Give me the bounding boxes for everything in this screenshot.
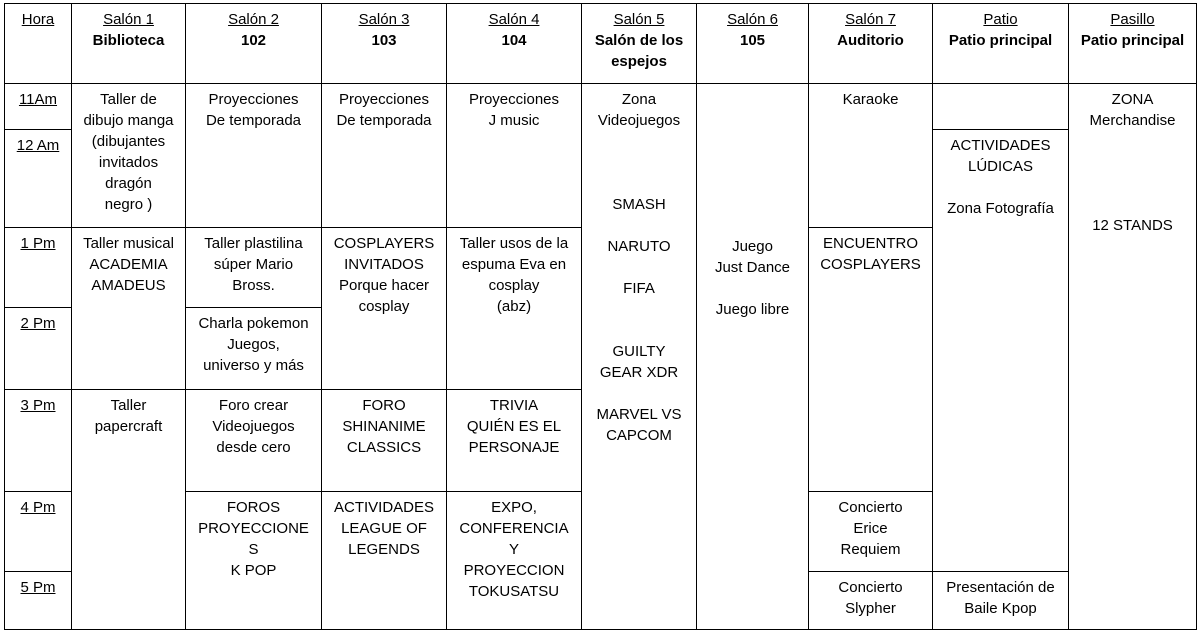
event-karaoke: Karaoke [809,84,933,228]
event-just-dance: Juego Just Dance Juego libre [697,84,809,630]
time-3pm: 3 Pm [5,390,72,492]
event-zona-videojuegos: Zona Videojuegos SMASH NARUTO FIFA GUILTY GEAR XDR MARVEL VS CAPCOM [582,84,697,630]
header-pasillo: Pasillo Patio principal [1069,4,1197,84]
header-salon-4: Salón 4 104 [447,4,582,84]
event-concierto-slypher: Concierto Slypher [809,572,933,630]
event-foro-shinanime: FORO SHINANIME CLASSICS [322,390,447,492]
header-salon-1: Salón 1 Biblioteca [72,4,186,84]
empty-patio-11am [933,84,1069,130]
header-salon-3: Salón 3 103 [322,4,447,84]
event-pasillo-merch: ZONA Merchandise 12 STANDS [1069,84,1197,630]
header-patio: Patio Patio principal [933,4,1069,84]
event-foros-kpop: FOROS PROYECCIONE S K POP [186,492,322,630]
header-row [5,4,1197,84]
event-taller-musical: Taller musical ACADEMIA AMADEUS [72,228,186,390]
row-11am [5,84,1197,130]
event-actividades-ludicas: ACTIVIDADES LÚDICAS Zona Fotografía [933,130,1069,572]
time-12am: 12 Am [5,130,72,228]
time-4pm: 4 Pm [5,492,72,572]
header-salon-7: Salón 7 Auditorio [809,4,933,84]
time-11am: 11Am [5,84,72,130]
event-encuentro-cosplayers: ENCUENTRO COSPLAYERS [809,228,933,492]
event-proyecciones-salon3: Proyecciones De temporada [322,84,447,228]
event-expo-tokusatsu: EXPO, CONFERENCIA Y PROYECCION TOKUSATSU [447,492,582,630]
event-trivia: TRIVIA QUIÉN ES EL PERSONAJE [447,390,582,492]
time-2pm: 2 Pm [5,308,72,390]
header-salon-6: Salón 6 105 [697,4,809,84]
header-hora: Hora [5,4,72,84]
event-taller-manga: Taller de dibujo manga (dibujantes invitados dragón negro ) [72,84,186,228]
event-charla-pokemon: Charla pokemon Juegos, universo y más [186,308,322,390]
header-salon-5: Salón 5 Salón de los espejos [582,4,697,84]
time-1pm: 1 Pm [5,228,72,308]
event-foro-videojuegos: Foro crear Videojuegos desde cero [186,390,322,492]
event-jmusic: Proyecciones J music [447,84,582,228]
event-league-of-legends: ACTIVIDADES LEAGUE OF LEGENDS [322,492,447,630]
schedule-table [4,3,1197,630]
time-5pm: 5 Pm [5,572,72,630]
event-taller-espuma: Taller usos de la espuma Eva en cosplay (abz) [447,228,582,390]
event-cosplayers-invitados: COSPLAYERS INVITADOS Porque hacer cosplay [322,228,447,390]
event-taller-papercraft: Taller papercraft [72,390,186,630]
event-proyecciones-salon2: Proyecciones De temporada [186,84,322,228]
event-baile-kpop: Presentación de Baile Kpop [933,572,1069,630]
event-concierto-erice: Concierto Erice Requiem [809,492,933,572]
event-taller-plastilina: Taller plastilina súper Mario Bross. [186,228,322,308]
header-salon-2: Salón 2 102 [186,4,322,84]
